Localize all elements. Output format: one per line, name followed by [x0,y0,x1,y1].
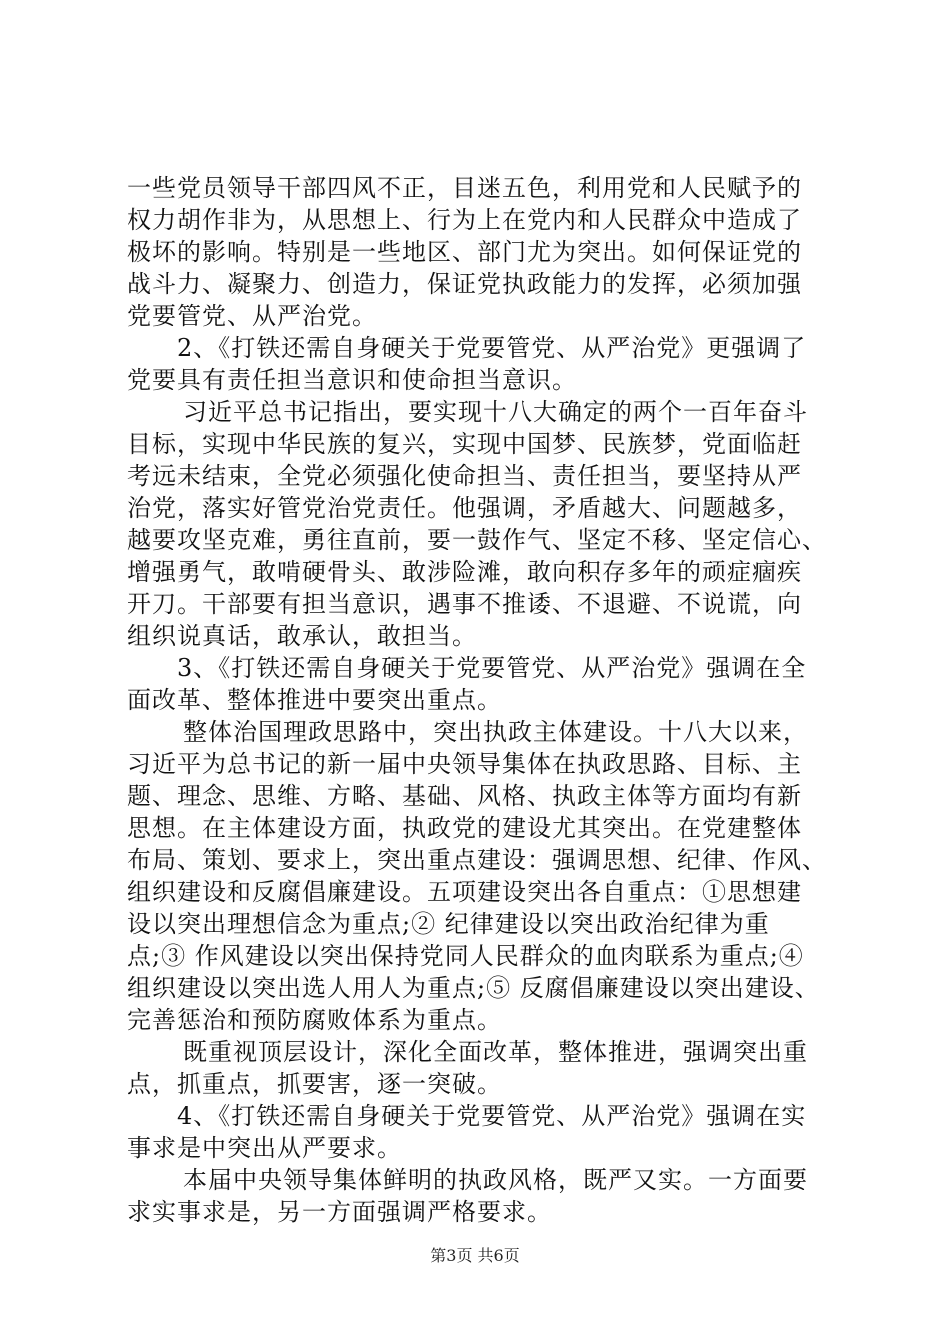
paragraph-start: 既重视顶层设计，深化全面改革，整体推进，强调突出重 [183,1038,808,1066]
paragraph-start: 本届中央领导集体鲜明的执政风格，既严又实。一方面要 [183,1166,808,1194]
text-line: 极坏的影响。特别是一些地区、部门尤为突出。如何保证党的 [127,238,802,266]
text-line: 党要具有责任担当意识和使命担当意识。 [127,366,577,394]
paragraph-start: 整体治国理政思路中，突出执政主体建设。十八大以来， [183,718,808,746]
section-heading-4: 4、《打铁还需自身硬关于党要管党、从严治党》强调在实 [177,1102,807,1130]
text-line: 战斗力、凝聚力、创造力，保证党执政能力的发挥，必须加强 [127,270,802,298]
text-line: 越要攻坚克难，勇往直前，要一鼓作气、坚定不移、坚定信心、 [127,526,827,554]
text-line: 治党，落实好管党治党责任。他强调，矛盾越大、问题越多， [127,494,802,522]
text-line: 布局、策划、要求上，突出重点建设：强调思想、纪律、作风、 [127,846,827,874]
text-line: 完善惩治和预防腐败体系为重点。 [127,1006,502,1034]
text-line: 题、理念、思维、方略、基础、风格、执政主体等方面均有新 [127,782,802,810]
text-line: 考远未结束，全党必须强化使命担当、责任担当，要坚持从严 [127,462,802,490]
text-line: 组织建设以突出选人用人为重点;⑤ 反腐倡廉建设以突出建设、 [127,974,820,1002]
section-heading-2: 2、《打铁还需自身硬关于党要管党、从严治党》更强调了 [177,334,807,362]
text-line: 增强勇气，敢啃硬骨头、敢涉险滩，敢向积存多年的顽症痼疾 [127,558,802,586]
text-line: 习近平为总书记的新一届中央领导集体在执政思路、目标、主 [127,750,802,778]
text-line: 点，抓重点，抓要害，逐一突破。 [127,1070,502,1098]
text-line: 点;③ 作风建设以突出保持党同人民群众的血肉联系为重点;④ [127,942,804,970]
text-line: 一些党员领导干部四风不正，目迷五色，利用党和人民赋予的 [127,174,802,202]
paragraph-start: 习近平总书记指出，要实现十八大确定的两个一百年奋斗 [183,398,808,426]
text-line: 开刀。干部要有担当意识，遇事不推诿、不退避、不说谎，向 [127,590,802,618]
text-line: 求实事求是，另一方面强调严格要求。 [127,1198,552,1226]
document-body [127,172,847,1228]
section-heading-3: 3、《打铁还需自身硬关于党要管党、从严治党》强调在全 [177,654,807,682]
text-line: 目标，实现中华民族的复兴，实现中国梦、民族梦，党面临赶 [127,430,802,458]
text-line: 思想。在主体建设方面，执政党的建设尤其突出。在党建整体 [127,814,802,842]
text-line: 设以突出理想信念为重点;② 纪律建设以突出政治纪律为重 [127,910,770,938]
text-line: 事求是中突出从严要求。 [127,1134,402,1162]
text-line: 权力胡作非为，从思想上、行为上在党内和人民群众中造成了 [127,206,802,234]
text-line: 面改革、整体推进中要突出重点。 [127,686,502,714]
text-line: 组织建设和反腐倡廉建设。五项建设突出各自重点：①思想建 [127,878,802,906]
text-line: 党要管党、从严治党。 [127,302,377,330]
text-line: 组织说真话，敢承认，敢担当。 [127,622,477,650]
page-number-footer: 第3页 共6页 [430,1246,520,1265]
